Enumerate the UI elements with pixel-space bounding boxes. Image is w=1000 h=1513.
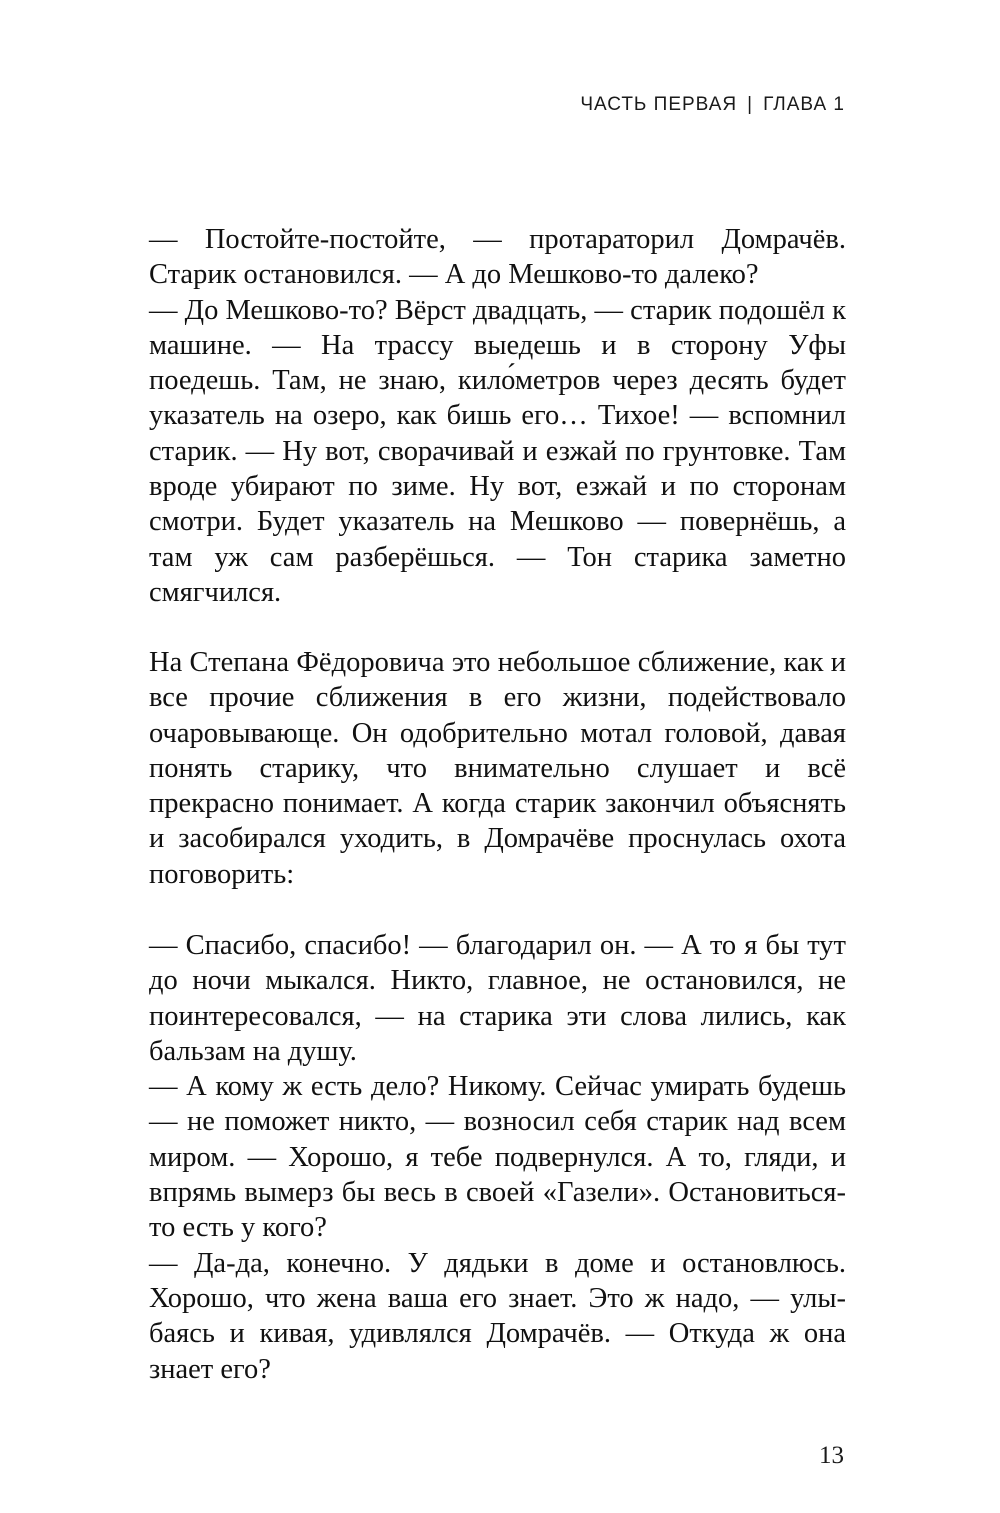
paragraph: На Степана Фёдоровича это небольшое сближение, как и все прочие сближения в его жизни, подействовало очаровывающе. Он одобрительно мотал головой, давая понять старику, что внимательно слушает и всё прекрасно понимает. А когда старик закончил объяснять и засобирался уходить, в Домрачёве проснулась охота поговорить: xyxy=(149,647,846,890)
paragraph: — А кому ж есть дело? Никому. Сейчас умирать будешь — не поможет никто, — возносил себя старик над всем миром. — Хорошо, я тебе подвернулся. А то, гляди, и впрямь вымерз бы весь в своей «Газели». Остановиться-то есть у кого? xyxy=(149,1071,846,1244)
paragraph: — Постойте-постойте, — протараторил Домрачёв. Старик остановился. — А до Мешково-то далеко? xyxy=(149,224,846,291)
text-block-dialogue-2 xyxy=(149,928,846,1387)
header-separator: | xyxy=(747,94,754,115)
page-number: 13 xyxy=(819,1442,844,1469)
header-part: ЧАСТЬ ПЕРВАЯ xyxy=(580,94,738,115)
running-header xyxy=(580,94,845,116)
paragraph: — Да-да, конечно. У дядьки в доме и остановлюсь. Хорошо, что жена ваша его знает. Это ж надо, — улыбаясь и кивая, удивлялся Домрачёв. — Откуда ж она знает его? xyxy=(149,1247,846,1385)
paragraph: — Спасибо, спасибо! — благодарил он. — А то я бы тут до ночи мыкался. Никто, главное, не остановился, не поинтересовался, — на старика эти слова лились, как бальзам на душу. xyxy=(149,930,846,1067)
text-block-narration xyxy=(149,645,846,892)
header-chapter: ГЛАВА 1 xyxy=(763,94,845,115)
text-block-dialogue-1 xyxy=(149,222,846,610)
paragraph: — До Мешково-то? Вёрст двадцать, — старик подошёл к машине. — На трассу выедешь и в сторону Уфы поедешь. Там, не знаю, кило́метров через десять будет указатель на озеро, как бишь его… Тихое! — вспомнил старик. — Ну вот, сворачивай и езжай по грунтовке. Там вроде убирают по зиме. Ну вот, езжай и по сторонам смотри. Будет указатель на Мешково — повернёшь, а там уж сам разберёшься. — Тон старика заметно смягчился. xyxy=(149,294,846,608)
